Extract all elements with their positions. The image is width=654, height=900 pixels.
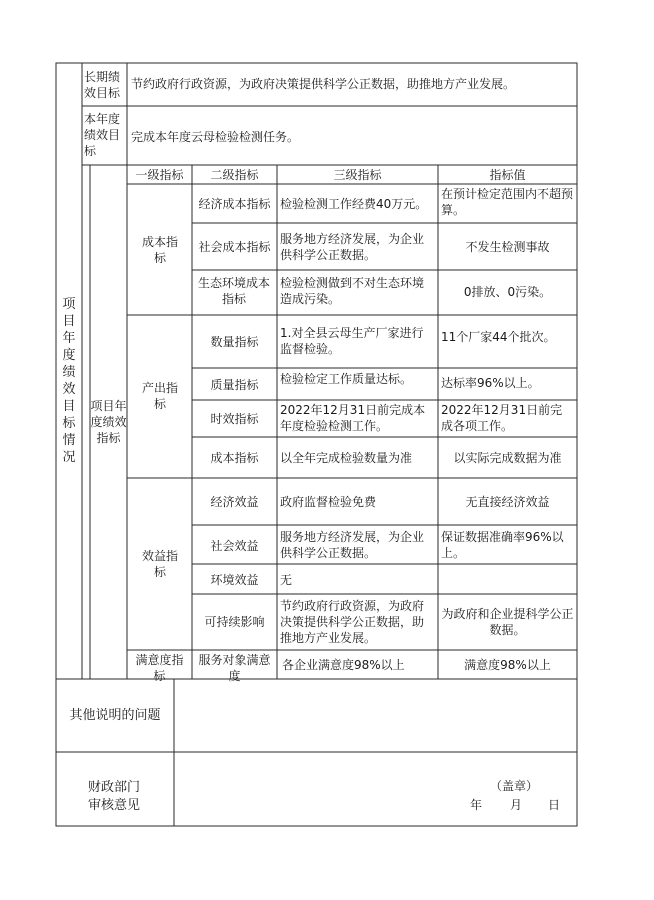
cost-row1-l3: 检验检测工作经费40万元。 [280, 197, 428, 211]
output-row2-l2: 质量指标 [210, 378, 259, 392]
output-row1-l3: 1.对全县云母生产厂家进行监督检验。 [280, 326, 424, 356]
output-row2-l3: 检验检定工作质量达标。 [280, 372, 413, 386]
benefit-row4-l3: 节约政府行政资源，为政府决策提供科学公正数据，助推地方产业发展。 [280, 599, 425, 645]
output-row3-l3: 2022年12月31日前完成本年度检验检测工作。 [280, 403, 426, 433]
output-row4-l3: 以全年完成检验数量为准 [280, 451, 413, 465]
cost-row2-value: 不发生检测事故 [465, 240, 550, 254]
cost-row3-l2: 生态环境成本指标 [198, 276, 271, 306]
benefit-row2-l3: 服务地方经济发展，为企业供科学公正数据。 [280, 530, 425, 560]
satisfaction-row1-l3: 各企业满意度98%以上 [282, 658, 405, 672]
group-cost-name: 成本指标 [141, 235, 178, 265]
group-satisfaction-name: 满意度指标 [135, 653, 184, 683]
cost-row2-l3: 服务地方经济发展，为企业供科学公正数据。 [280, 232, 425, 262]
benefit-row4-l2: 可持续影响 [204, 615, 265, 629]
group-benefit-name: 效益指标 [141, 549, 178, 579]
output-row4-value: 以实际完成数据为准 [453, 451, 562, 465]
header-value: 指标值 [489, 168, 526, 182]
benefit-row1-l3: 政府监督检验免费 [280, 495, 377, 509]
finance-review-label: 财政部门审核意见 [88, 780, 141, 813]
cost-row3-value: 0排放、0污染。 [463, 285, 552, 299]
cost-row1-l2: 经济成本指标 [198, 197, 271, 211]
finance-review-year: 年 [470, 798, 483, 812]
finance-review-day: 日 [548, 798, 561, 812]
satisfaction-row1-l2: 服务对象满意度 [198, 653, 271, 683]
output-row2-value: 达标率96%以上。 [441, 376, 540, 390]
benefit-row2-l2: 社会效益 [210, 539, 259, 553]
cost-row1-value: 在预计检定范围内不超预算。 [441, 187, 574, 217]
section-label: 项目年度绩效目标情况 [62, 297, 76, 465]
long-term-goal-text: 节约政府行政资源，为政府决策提供科学公正数据，助推地方产业发展。 [131, 77, 516, 91]
long-term-goal-label: 长期绩效目标 [84, 70, 121, 100]
cost-row3-l3: 检验检测做到不对生态环境造成污染。 [280, 276, 425, 306]
output-row3-value: 2022年12月31日前完成各项工作。 [441, 403, 563, 433]
benefit-row1-value: 无直接经济效益 [465, 495, 550, 509]
satisfaction-row1-value: 满意度98%以上 [464, 658, 551, 672]
header-level3: 三级指标 [333, 168, 382, 182]
header-level1: 一级指标 [135, 168, 184, 182]
group-output-name: 产出指标 [141, 381, 178, 411]
header-level2: 二级指标 [210, 168, 259, 182]
finance-review-month: 月 [510, 798, 523, 812]
benefit-row1-l2: 经济效益 [210, 495, 259, 509]
benefit-row3-l3: 无 [280, 573, 293, 587]
indicators-label: 项目年度绩效指标 [90, 399, 127, 445]
other-notes-label: 其他说明的问题 [69, 708, 161, 723]
benefit-row4-value: 为政府和企业提科学公正数据。 [441, 607, 574, 637]
cost-row2-l2: 社会成本指标 [198, 240, 271, 254]
benefit-row2-value: 保证数据准确率96%以上。 [441, 530, 564, 560]
output-row4-l2: 成本指标 [210, 451, 259, 465]
output-row1-value: 11个厂家44个批次。 [441, 330, 556, 344]
benefit-row3-l2: 环境效益 [210, 573, 259, 587]
output-row3-l2: 时效指标 [210, 412, 259, 426]
finance-review-seal: （盖章） [490, 779, 539, 793]
annual-goal-text: 完成本年度云母检验检测任务。 [131, 130, 300, 144]
output-row1-l2: 数量指标 [210, 335, 259, 349]
annual-goal-label: 本年度绩效目标 [84, 112, 121, 158]
